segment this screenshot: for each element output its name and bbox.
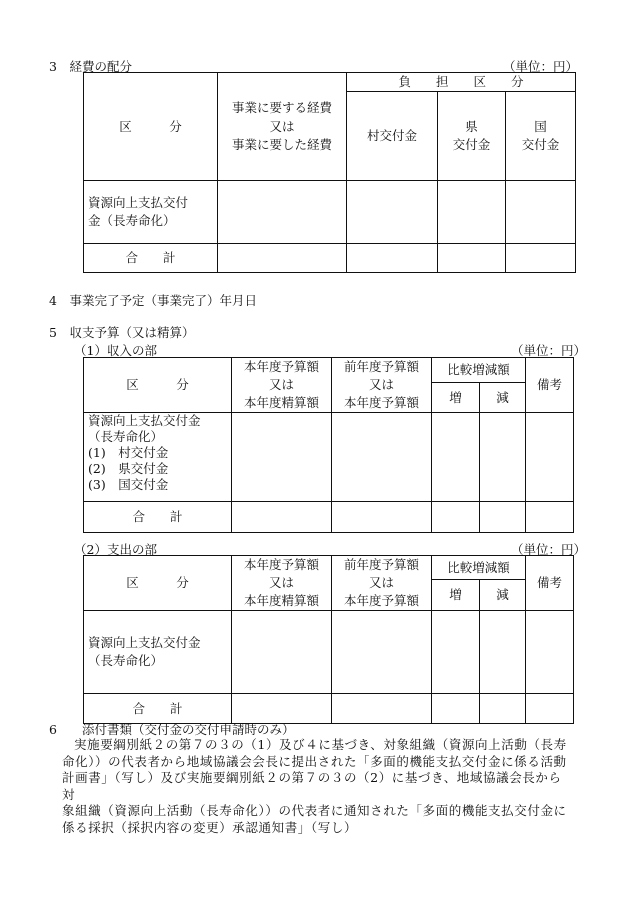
row-label-resource: 資源向上支払交付 金（長寿命化） — [84, 181, 218, 244]
section6-line: 係る採択（採択内容の変更）承認通知書」（写し） — [62, 819, 358, 835]
cell — [332, 611, 432, 694]
expense-table — [83, 555, 574, 724]
cell — [218, 244, 347, 273]
cell — [480, 502, 526, 533]
header-pref: 県 交付金 — [438, 92, 506, 181]
cell — [232, 611, 332, 694]
header-futan: 負 担 区 分 — [347, 73, 576, 92]
cell — [232, 502, 332, 533]
cell — [526, 611, 574, 694]
income-header-kubun: 区 分 — [84, 358, 232, 413]
income-header-compare: 比較増減額 — [432, 358, 526, 383]
total-label: 合 計 — [84, 244, 218, 273]
header-village: 村交付金 — [347, 92, 438, 181]
expense-title: （2）支出の部 — [74, 542, 157, 557]
section6-line: 命化））の代表者から地域協議会会長に提出された「多面的機能支払交付金に係る活動 — [62, 753, 567, 769]
expense-header-last-year: 前年度予算額 又は 本年度予算額 — [332, 556, 432, 611]
expense-header-this-year: 本年度予算額 又は 本年度精算額 — [232, 556, 332, 611]
expense-row-label: 資源向上支払交付金 （長寿命化） — [84, 611, 232, 694]
header-cost: 事業に要する経費 又は 事業に要した経費 — [218, 73, 347, 181]
cost-allocation-table — [83, 72, 576, 273]
cell — [332, 413, 432, 502]
income-header-this-year: 本年度予算額 又は 本年度精算額 — [232, 358, 332, 413]
cell — [332, 694, 432, 724]
income-title: （1）収入の部 — [74, 343, 157, 358]
cell — [438, 181, 506, 244]
cell — [480, 611, 526, 694]
expense-unit: （単位：円） — [511, 542, 587, 557]
cell — [526, 502, 574, 533]
income-header-last-year: 前年度予算額 又は 本年度予算額 — [332, 358, 432, 413]
income-header-decrease: 減 — [480, 383, 526, 413]
expense-header-remarks: 備考 — [526, 556, 574, 611]
section6-body — [62, 737, 572, 836]
cell — [218, 181, 347, 244]
cell — [506, 244, 576, 273]
section5-title: 5 収支予算（又は精算） — [49, 325, 195, 340]
cell — [432, 413, 480, 502]
income-total-label: 合 計 — [84, 502, 232, 533]
income-row-label: 資源向上支払交付金 （長寿命化） (1) 村交付金 (2) 県交付金 (3) 国交付金 — [84, 413, 232, 502]
section6-line: 象組織（資源向上活動（長寿命化））の代表者に通知された「多面的機能支払交付金に — [62, 803, 567, 818]
cell — [432, 502, 480, 533]
cell — [232, 413, 332, 502]
section6-title: 6 添付書類（交付金の交付申請時のみ） — [49, 722, 295, 737]
income-unit: （単位：円） — [511, 343, 587, 358]
income-header-increase: 増 — [432, 383, 480, 413]
expense-header-kubun: 区 分 — [84, 556, 232, 611]
cell — [347, 244, 438, 273]
cell — [332, 502, 432, 533]
cell — [347, 181, 438, 244]
cell — [480, 413, 526, 502]
header-nation: 国 交付金 — [506, 92, 576, 181]
cell — [432, 611, 480, 694]
section6-line: 実施要綱別紙２の第７の３の（1）及び４に基づき、対象組織（資源向上活動（長寿 — [74, 737, 567, 752]
section6-line: 計画書」（写し）及び実施要綱別紙２の第７の３の（2）に基づき、地域協議会長から対 — [62, 770, 562, 802]
cell — [438, 244, 506, 273]
section4-title: 4 事業完了予定（事業完了）年月日 — [49, 293, 257, 308]
expense-header-decrease: 減 — [480, 580, 526, 611]
section3-title: 3 経費の配分 — [49, 59, 132, 74]
header-kubun: 区 分 — [84, 73, 218, 181]
income-header-remarks: 備考 — [526, 358, 574, 413]
expense-header-compare: 比較増減額 — [432, 556, 526, 580]
cell — [432, 694, 480, 724]
cell — [480, 694, 526, 724]
expense-total-label: 合 計 — [84, 694, 232, 724]
income-table — [83, 357, 574, 533]
cell — [506, 181, 576, 244]
cell — [526, 694, 574, 724]
section3-unit: （単位：円） — [503, 59, 579, 74]
cell — [526, 413, 574, 502]
expense-header-increase: 増 — [432, 580, 480, 611]
